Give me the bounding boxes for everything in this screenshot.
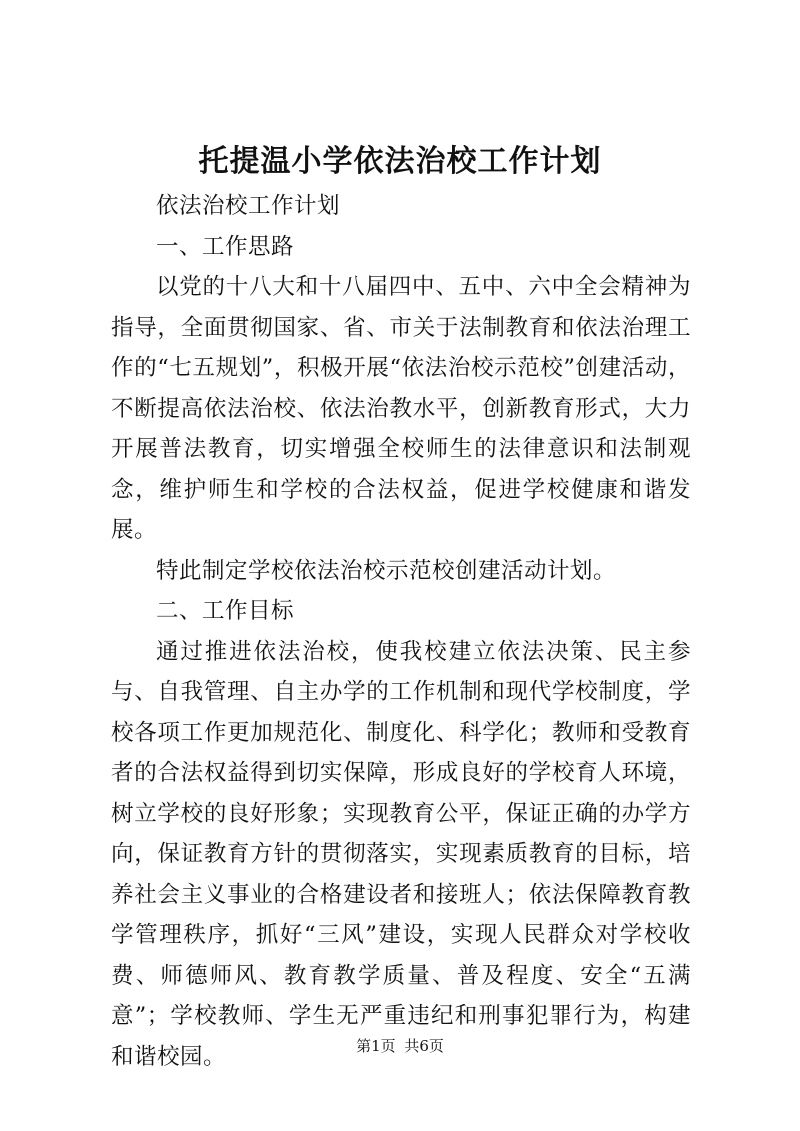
paragraph-subtitle: 依法治校工作计划 bbox=[156, 193, 341, 219]
document-body bbox=[111, 186, 691, 1077]
paragraph-heading-1: 一、工作思路 bbox=[156, 233, 295, 260]
document-title: 托提温小学依法治校工作计划 bbox=[198, 144, 602, 179]
paragraph-body: 特此制定学校依法治校示范校创建活动计划。 bbox=[156, 557, 617, 584]
paragraph-heading-2: 二、工作目标 bbox=[156, 598, 295, 624]
paragraph-body: 通过推进依法治校，使我校建立依法决策、民主参与、自我管理、自主办学的工作机制和现代学校制度，学校各项工作更加规范化、制度化、科学化；教师和受教育者的合法权益得到切实保障，形成良好的学校育人环境，树立学校的良好形象；实现教育公平，保证正确的办学方向，保证教育方针的贯彻落实，实现素质教育的目标，培养社会主义事业的合格建设者和接班人；依法保障教育教学管理秩序，抓好“三风”建设，实现人民群众对学校收费、师德师风、教育教学质量、普及程度、安全“五满意”；学校教师、学生无严重违纪和刑事犯罪行为，构建和谐校园。 bbox=[111, 638, 691, 1070]
page-total: 共6页 bbox=[404, 1037, 444, 1055]
page-number: 第1页 bbox=[356, 1037, 396, 1055]
paragraph-body: 以党的十八大和十八届四中、五中、六中全会精神为指导，全面贯彻国家、省、市关于法制教育和依法治理工作的“七五规划”，积极开展“依法治校示范校”创建活动，不断提高依法治校、依法治教水平，创新教育形式，大力开展普法教育，切实增强全校师生的法律意识和法制观念，维护师生和学校的合法权益，促进学校健康和谐发展。 bbox=[111, 274, 691, 543]
page-footer bbox=[0, 1035, 800, 1057]
